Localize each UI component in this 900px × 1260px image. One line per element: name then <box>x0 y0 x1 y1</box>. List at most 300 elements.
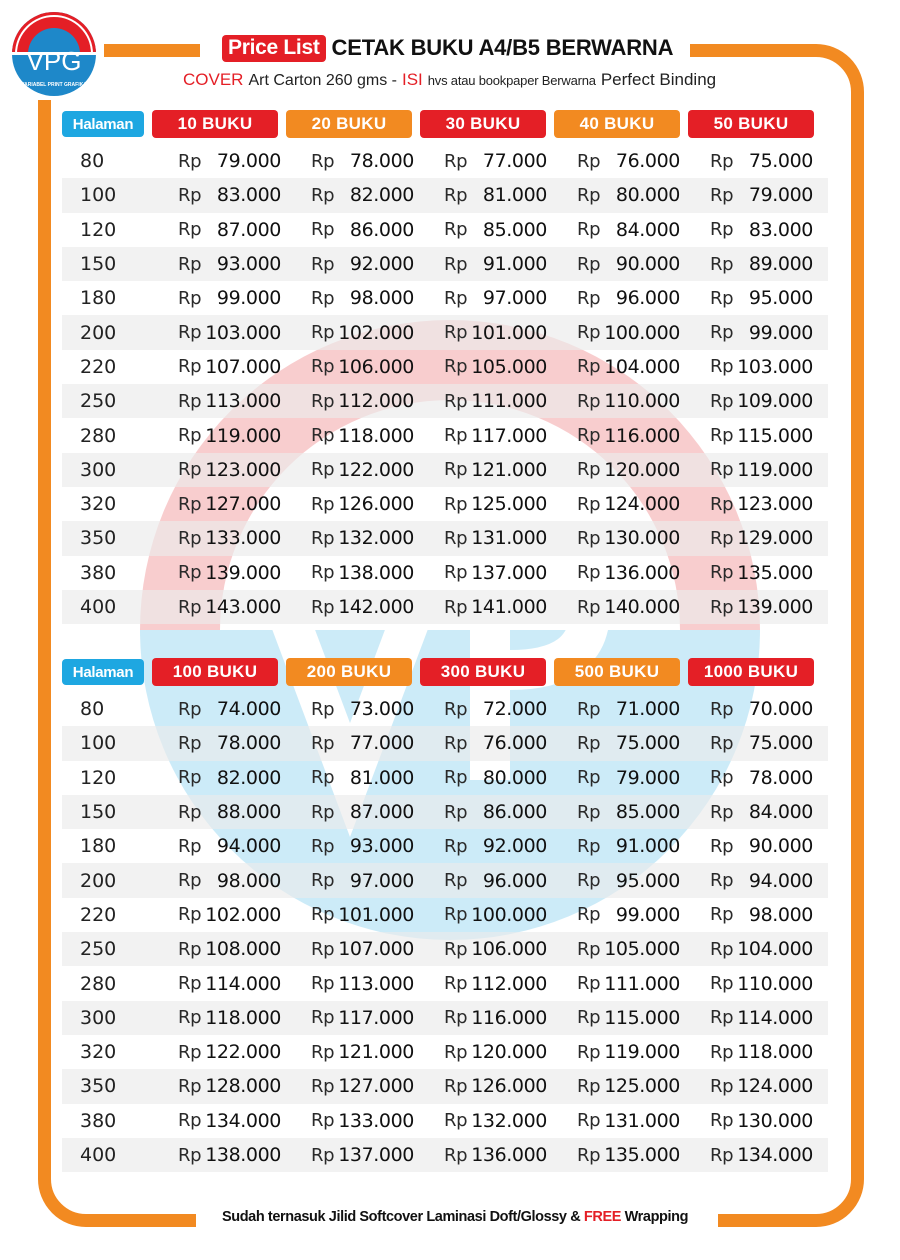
currency-label: Rp <box>710 527 734 549</box>
currency-label: Rp <box>311 835 335 857</box>
price-value: 134.000 <box>737 1144 813 1166</box>
price-cell <box>295 938 428 960</box>
price-cell <box>561 1007 694 1029</box>
currency-label: Rp <box>444 1144 468 1166</box>
price-value: 121.000 <box>338 1041 414 1064</box>
price-cell <box>162 938 295 960</box>
price-value: 98.000 <box>216 869 281 892</box>
price-cell <box>162 390 295 412</box>
price-cell <box>295 801 428 823</box>
price-table-large-qty <box>62 658 828 1172</box>
price-cell <box>428 184 561 206</box>
price-value: 90.000 <box>615 253 680 276</box>
currency-label: Rp <box>311 287 335 309</box>
price-cell <box>428 425 561 447</box>
price-cell <box>561 253 694 275</box>
currency-label: Rp <box>311 732 335 754</box>
currency-label: Rp <box>710 835 734 857</box>
price-value: 100.000 <box>604 321 680 344</box>
price-value: 110.000 <box>737 972 813 995</box>
price-value: 120.000 <box>471 1041 547 1064</box>
page-count-cell: 300 <box>80 1006 117 1029</box>
currency-label: Rp <box>178 1110 202 1132</box>
currency-label: Rp <box>710 150 734 172</box>
price-cell <box>561 904 694 926</box>
price-value: 132.000 <box>338 527 414 550</box>
price-value: 138.000 <box>205 1144 281 1166</box>
price-cell <box>162 698 295 720</box>
currency-label: Rp <box>577 390 601 412</box>
price-cell <box>295 425 428 447</box>
page-count-cell: 100 <box>80 732 117 755</box>
currency-label: Rp <box>577 425 601 447</box>
table-row <box>62 761 828 795</box>
table-row <box>62 898 828 932</box>
currency-label: Rp <box>710 322 734 344</box>
price-value: 133.000 <box>338 1109 414 1132</box>
currency-label: Rp <box>178 356 202 378</box>
price-value: 87.000 <box>216 218 281 241</box>
price-cell <box>295 562 428 584</box>
price-value: 94.000 <box>748 869 813 892</box>
price-cell <box>694 253 827 275</box>
currency-label: Rp <box>311 562 335 584</box>
price-cell <box>162 356 295 378</box>
price-cell <box>694 459 827 481</box>
page-count-cell: 280 <box>80 424 117 447</box>
price-cell <box>428 287 561 309</box>
price-cell <box>694 596 827 618</box>
currency-label: Rp <box>710 562 734 584</box>
subtitle <box>183 70 716 90</box>
qty-column-header: 1000 BUKU <box>688 658 814 686</box>
price-value: 141.000 <box>471 596 547 618</box>
price-cell <box>561 184 694 206</box>
price-cell <box>694 870 827 892</box>
price-value: 79.000 <box>615 766 680 789</box>
price-cell <box>428 1007 561 1029</box>
price-cell <box>561 698 694 720</box>
price-cell <box>162 732 295 754</box>
qty-column-header: 10 BUKU <box>152 110 278 138</box>
price-value: 118.000 <box>338 424 414 447</box>
price-cell <box>428 253 561 275</box>
currency-label: Rp <box>710 938 734 960</box>
price-value: 99.000 <box>748 321 813 344</box>
currency-label: Rp <box>444 184 468 206</box>
currency-label: Rp <box>710 801 734 823</box>
price-value: 112.000 <box>471 972 547 995</box>
price-value: 107.000 <box>338 938 414 961</box>
currency-label: Rp <box>311 493 335 515</box>
currency-label: Rp <box>577 973 601 995</box>
price-cell <box>162 596 295 618</box>
price-cell <box>162 219 295 241</box>
svg-text:VARIABEL PRINT GRAFIKA: VARIABEL PRINT GRAFIKA <box>21 82 87 88</box>
qty-column-header: 100 BUKU <box>152 658 278 686</box>
qty-column-header: 200 BUKU <box>286 658 412 686</box>
price-cell <box>428 938 561 960</box>
price-cell <box>561 801 694 823</box>
price-value: 99.000 <box>216 287 281 310</box>
price-value: 102.000 <box>205 903 281 926</box>
currency-label: Rp <box>311 938 335 960</box>
page-count-cell: 350 <box>80 527 117 550</box>
price-cell <box>694 1075 827 1097</box>
currency-label: Rp <box>710 904 734 926</box>
table-row <box>62 453 828 487</box>
qty-column-header: 500 BUKU <box>554 658 680 686</box>
price-value: 77.000 <box>349 732 414 755</box>
price-value: 114.000 <box>737 1006 813 1029</box>
currency-label: Rp <box>311 219 335 241</box>
price-cell <box>162 253 295 275</box>
currency-label: Rp <box>444 356 468 378</box>
page-count-cell: 250 <box>80 390 117 413</box>
price-cell <box>694 767 827 789</box>
price-value: 119.000 <box>205 424 281 447</box>
price-cell <box>162 287 295 309</box>
price-cell <box>295 493 428 515</box>
price-cell <box>295 767 428 789</box>
currency-label: Rp <box>710 219 734 241</box>
price-value: 95.000 <box>748 287 813 310</box>
price-value: 126.000 <box>338 493 414 516</box>
price-cell <box>295 459 428 481</box>
currency-label: Rp <box>178 596 202 618</box>
price-value: 116.000 <box>604 424 680 447</box>
price-cell <box>694 184 827 206</box>
page-count-cell: 120 <box>80 218 117 241</box>
price-value: 88.000 <box>216 801 281 824</box>
price-value: 135.000 <box>604 1144 680 1166</box>
currency-label: Rp <box>178 973 202 995</box>
footer-text-end: Wrapping <box>624 1209 689 1225</box>
price-value: 130.000 <box>737 1109 813 1132</box>
currency-label: Rp <box>311 767 335 789</box>
currency-label: Rp <box>444 801 468 823</box>
table-row <box>62 144 828 178</box>
price-cell <box>295 287 428 309</box>
price-value: 132.000 <box>471 1109 547 1132</box>
price-cell <box>561 1110 694 1132</box>
price-value: 111.000 <box>471 390 547 413</box>
price-value: 118.000 <box>205 1006 281 1029</box>
price-value: 119.000 <box>737 458 813 481</box>
price-value: 113.000 <box>338 972 414 995</box>
price-value: 89.000 <box>748 253 813 276</box>
price-table-small-qty <box>62 110 828 624</box>
price-cell <box>428 150 561 172</box>
price-value: 100.000 <box>471 903 547 926</box>
price-cell <box>694 1041 827 1063</box>
currency-label: Rp <box>311 1007 335 1029</box>
price-cell <box>295 356 428 378</box>
currency-label: Rp <box>444 596 468 618</box>
price-value: 129.000 <box>737 527 813 550</box>
table-row <box>62 829 828 863</box>
price-value: 76.000 <box>482 732 547 755</box>
currency-label: Rp <box>444 390 468 412</box>
price-value: 127.000 <box>205 493 281 516</box>
price-value: 99.000 <box>615 903 680 926</box>
cover-value: Art Carton 260 gms - <box>248 72 397 89</box>
page-count-cell: 300 <box>80 458 117 481</box>
price-cell <box>694 425 827 447</box>
price-value: 108.000 <box>205 938 281 961</box>
price-cell <box>162 184 295 206</box>
currency-label: Rp <box>577 870 601 892</box>
price-cell <box>162 835 295 857</box>
page-count-cell: 180 <box>80 287 117 310</box>
page-count-cell: 380 <box>80 561 117 584</box>
currency-label: Rp <box>311 150 335 172</box>
price-cell <box>428 596 561 618</box>
price-value: 93.000 <box>349 835 414 858</box>
price-cell <box>428 698 561 720</box>
table-row <box>62 487 828 521</box>
price-cell <box>295 184 428 206</box>
price-value: 104.000 <box>604 355 680 378</box>
price-cell <box>162 1144 295 1166</box>
price-cell <box>295 219 428 241</box>
price-cell <box>162 493 295 515</box>
page-count-cell: 120 <box>80 766 117 789</box>
price-value: 74.000 <box>216 698 281 721</box>
price-cell <box>561 732 694 754</box>
qty-column-header: 40 BUKU <box>554 110 680 138</box>
page-count-cell: 320 <box>80 493 117 516</box>
price-value: 75.000 <box>748 150 813 173</box>
price-cell <box>162 870 295 892</box>
table-row <box>62 863 828 897</box>
page-count-cell: 400 <box>80 596 117 618</box>
price-cell <box>561 527 694 549</box>
price-value: 131.000 <box>604 1109 680 1132</box>
table-body <box>62 144 828 624</box>
currency-label: Rp <box>444 1041 468 1063</box>
currency-label: Rp <box>178 390 202 412</box>
page-count-cell: 220 <box>80 903 117 926</box>
currency-label: Rp <box>311 356 335 378</box>
price-value: 112.000 <box>338 390 414 413</box>
price-cell <box>561 835 694 857</box>
price-value: 78.000 <box>349 150 414 173</box>
price-cell <box>295 904 428 926</box>
price-cell <box>561 459 694 481</box>
price-value: 130.000 <box>604 527 680 550</box>
currency-label: Rp <box>444 562 468 584</box>
currency-label: Rp <box>710 390 734 412</box>
price-value: 142.000 <box>338 596 414 618</box>
table-row <box>62 795 828 829</box>
price-value: 92.000 <box>482 835 547 858</box>
currency-label: Rp <box>577 1110 601 1132</box>
svg-text:VPG: VPG <box>26 46 82 76</box>
price-cell <box>561 562 694 584</box>
price-value: 115.000 <box>604 1006 680 1029</box>
price-cell <box>428 835 561 857</box>
price-value: 82.000 <box>349 184 414 207</box>
currency-label: Rp <box>311 1110 335 1132</box>
price-value: 105.000 <box>471 355 547 378</box>
currency-label: Rp <box>311 322 335 344</box>
price-value: 123.000 <box>205 458 281 481</box>
price-value: 96.000 <box>615 287 680 310</box>
currency-label: Rp <box>577 904 601 926</box>
price-value: 73.000 <box>349 698 414 721</box>
price-cell <box>428 1144 561 1166</box>
currency-label: Rp <box>710 1007 734 1029</box>
price-cell <box>561 596 694 618</box>
currency-label: Rp <box>178 938 202 960</box>
price-value: 75.000 <box>748 732 813 755</box>
currency-label: Rp <box>710 1110 734 1132</box>
price-value: 117.000 <box>471 424 547 447</box>
footer-free-highlight: FREE <box>583 1209 621 1225</box>
price-value: 119.000 <box>604 1041 680 1064</box>
currency-label: Rp <box>444 904 468 926</box>
price-cell <box>428 493 561 515</box>
currency-label: Rp <box>178 562 202 584</box>
currency-label: Rp <box>577 562 601 584</box>
title-line <box>222 33 673 63</box>
price-cell <box>694 493 827 515</box>
currency-label: Rp <box>311 596 335 618</box>
price-cell <box>428 801 561 823</box>
currency-label: Rp <box>710 732 734 754</box>
price-value: 75.000 <box>615 732 680 755</box>
currency-label: Rp <box>577 287 601 309</box>
page-count-cell: 80 <box>80 698 105 721</box>
price-value: 77.000 <box>482 150 547 173</box>
currency-label: Rp <box>444 767 468 789</box>
currency-label: Rp <box>444 732 468 754</box>
price-value: 125.000 <box>471 493 547 516</box>
price-cell <box>694 322 827 344</box>
price-value: 134.000 <box>205 1109 281 1132</box>
price-value: 118.000 <box>737 1041 813 1064</box>
table-row <box>62 213 828 247</box>
price-list-badge: Price List <box>222 35 326 62</box>
currency-label: Rp <box>710 459 734 481</box>
currency-label: Rp <box>178 767 202 789</box>
currency-label: Rp <box>710 1144 734 1166</box>
pages-column-header: Halaman <box>62 659 144 685</box>
currency-label: Rp <box>577 835 601 857</box>
currency-label: Rp <box>577 1144 601 1166</box>
price-cell <box>428 1110 561 1132</box>
price-value: 102.000 <box>338 321 414 344</box>
currency-label: Rp <box>311 1075 335 1097</box>
page-count-cell: 220 <box>80 355 117 378</box>
currency-label: Rp <box>444 253 468 275</box>
price-cell <box>295 1110 428 1132</box>
page-count-cell: 320 <box>80 1041 117 1064</box>
currency-label: Rp <box>577 527 601 549</box>
price-cell <box>295 732 428 754</box>
price-value: 92.000 <box>349 253 414 276</box>
price-value: 109.000 <box>737 390 813 413</box>
currency-label: Rp <box>444 322 468 344</box>
currency-label: Rp <box>444 835 468 857</box>
price-value: 106.000 <box>338 355 414 378</box>
price-cell <box>694 1144 827 1166</box>
price-cell <box>561 150 694 172</box>
price-cell <box>295 150 428 172</box>
currency-label: Rp <box>577 253 601 275</box>
price-value: 84.000 <box>615 218 680 241</box>
price-value: 81.000 <box>349 766 414 789</box>
price-cell <box>561 870 694 892</box>
price-cell <box>694 527 827 549</box>
currency-label: Rp <box>311 801 335 823</box>
currency-label: Rp <box>710 870 734 892</box>
price-cell <box>561 493 694 515</box>
price-value: 120.000 <box>604 458 680 481</box>
price-cell <box>428 870 561 892</box>
price-cell <box>561 390 694 412</box>
price-value: 136.000 <box>471 1144 547 1166</box>
price-cell <box>295 1007 428 1029</box>
price-cell <box>295 1144 428 1166</box>
price-value: 128.000 <box>205 1075 281 1098</box>
price-cell <box>694 698 827 720</box>
price-value: 80.000 <box>482 766 547 789</box>
currency-label: Rp <box>444 870 468 892</box>
price-cell <box>295 253 428 275</box>
price-value: 83.000 <box>748 218 813 241</box>
currency-label: Rp <box>710 287 734 309</box>
price-cell <box>694 390 827 412</box>
page-count-cell: 200 <box>80 321 117 344</box>
price-value: 72.000 <box>482 698 547 721</box>
price-cell <box>561 356 694 378</box>
currency-label: Rp <box>444 150 468 172</box>
price-cell <box>295 390 428 412</box>
price-cell <box>428 356 561 378</box>
price-value: 139.000 <box>205 561 281 584</box>
price-cell <box>694 356 827 378</box>
page-count-cell: 400 <box>80 1144 117 1166</box>
price-cell <box>694 219 827 241</box>
currency-label: Rp <box>178 253 202 275</box>
price-cell <box>428 904 561 926</box>
table-row <box>62 1035 828 1069</box>
price-value: 138.000 <box>338 561 414 584</box>
price-value: 133.000 <box>205 527 281 550</box>
currency-label: Rp <box>577 150 601 172</box>
price-cell <box>162 1110 295 1132</box>
page-count-cell: 250 <box>80 938 117 961</box>
price-cell <box>295 973 428 995</box>
price-value: 125.000 <box>604 1075 680 1098</box>
qty-column-header: 300 BUKU <box>420 658 546 686</box>
pages-column-header: Halaman <box>62 111 144 137</box>
page-count-cell: 150 <box>80 801 117 824</box>
price-value: 137.000 <box>471 561 547 584</box>
price-cell <box>428 973 561 995</box>
price-cell <box>561 425 694 447</box>
page-count-cell: 280 <box>80 972 117 995</box>
price-cell <box>694 973 827 995</box>
currency-label: Rp <box>710 493 734 515</box>
currency-label: Rp <box>710 184 734 206</box>
price-value: 127.000 <box>338 1075 414 1098</box>
currency-label: Rp <box>444 219 468 241</box>
price-cell <box>428 459 561 481</box>
price-value: 107.000 <box>205 355 281 378</box>
